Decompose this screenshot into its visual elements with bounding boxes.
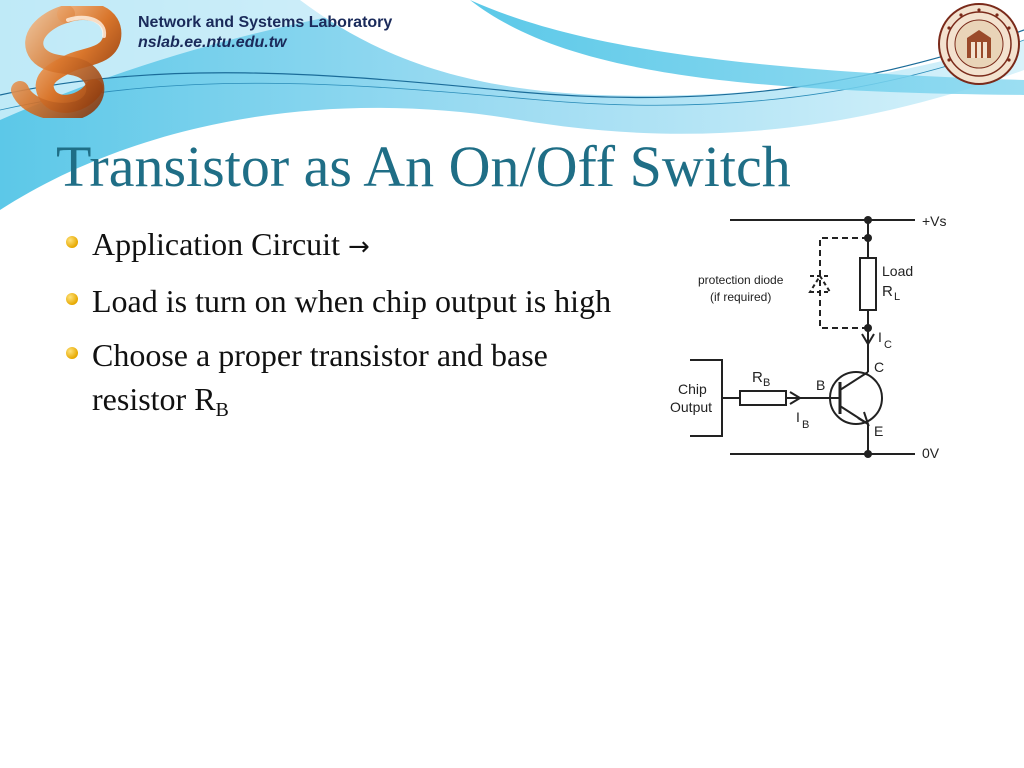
vs-node [864,216,872,224]
chip-label-line1: Chip [678,381,707,397]
bullet-text: Choose a proper transistor and base resistor R [92,337,548,417]
bullet-item [62,333,642,432]
ib-label: I [796,409,800,425]
diode-bottom-node [864,324,872,332]
bullet-text: Application Circuit [92,226,340,262]
diode-label-line2: (if required) [710,290,772,304]
vs-label: +Vs [922,213,947,229]
base-label: B [816,377,826,393]
bullet-item [62,222,642,269]
diode-label-line1: protection diode [698,273,784,287]
emitter-label: E [874,423,884,439]
ground-label: 0V [922,445,940,461]
university-seal-icon [937,2,1021,86]
bullet-list [62,222,642,442]
load-label: Load [882,263,914,279]
load-resistor [860,258,876,310]
ic-subscript: C [884,339,892,351]
bullet-dot-icon [66,347,78,359]
ground-node [864,450,872,458]
bullet-text: Load is turn on when chip output is high [92,283,612,319]
ic-label: I [878,329,882,345]
right-arrow-icon: → [347,232,370,262]
nslab-logo [8,6,123,118]
bullet-item [62,279,642,323]
rb-label: R [752,369,763,386]
transistor-switch-circuit [660,210,960,470]
ib-subscript: B [802,419,810,431]
rl-label: R [882,283,893,300]
chip-label-line2: Output [670,399,713,415]
slide-title: Transistor as An On/Off Switch [56,134,791,199]
lab-name: Network and Systems Laboratory [138,14,393,31]
bullet-dot-icon [66,236,78,248]
diode-top-node [864,234,872,242]
collector-label: C [874,359,885,375]
chip-output-bracket [690,360,722,436]
bullet-dot-icon [66,293,78,305]
base-resistor [740,391,786,405]
lab-url[interactable]: nslab.ee.ntu.edu.tw [138,34,287,51]
rl-subscript: L [894,291,901,303]
rb-subscript: B [763,377,771,389]
bullet-subscript: B [215,399,229,421]
